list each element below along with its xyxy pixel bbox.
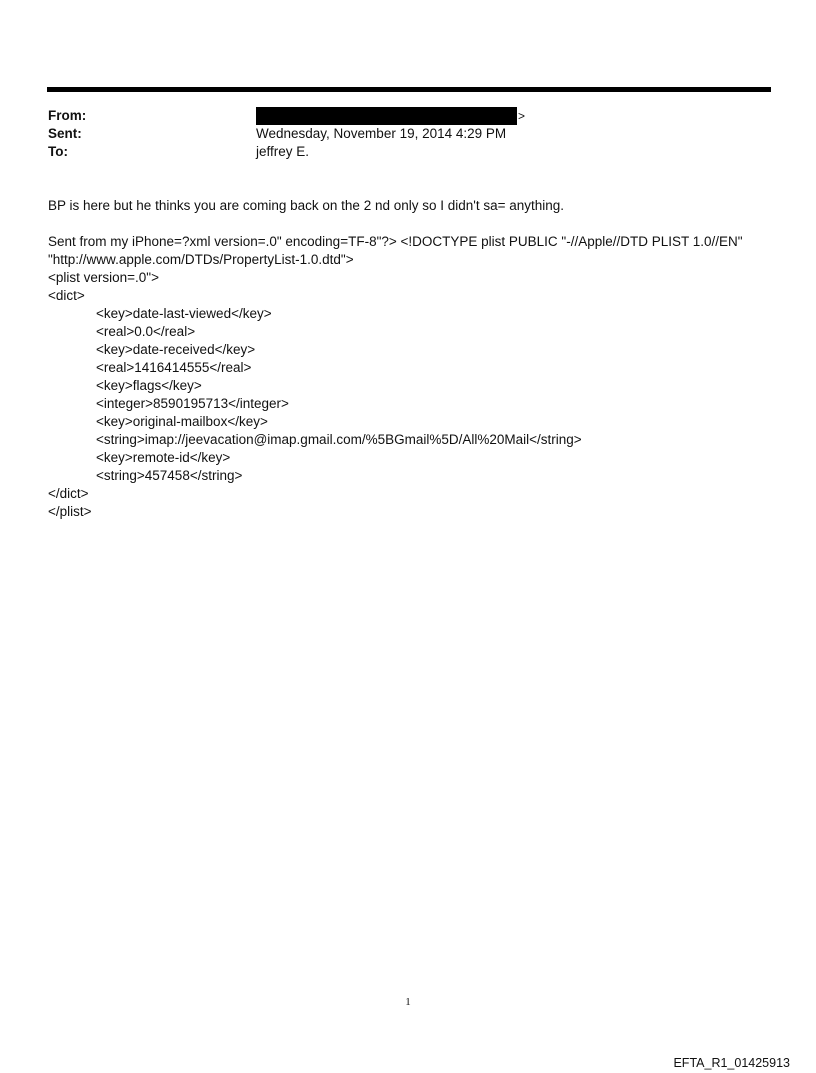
- to-value: jeffrey E.: [256, 144, 310, 159]
- message-text: BP is here but he thinks you are coming back on the 2 nd only so I didn't sa= anything.: [48, 198, 565, 213]
- body-line: <real>1416414555</real>: [96, 360, 252, 375]
- to-row: [48, 143, 748, 161]
- email-header: [48, 107, 748, 161]
- to-label: To:: [48, 144, 68, 159]
- body-line: Sent from my iPhone=?xml version=.0" encoding=TF-8"?> <!DOCTYPE plist PUBLIC "-//Apple//DTD PLIST 1.0//EN": [48, 234, 743, 249]
- body-line: <key>flags</key>: [96, 378, 202, 393]
- sent-label: Sent:: [48, 126, 82, 141]
- page-number: 1: [405, 996, 411, 1008]
- from-label: From:: [48, 108, 87, 123]
- from-suffix: >: [518, 109, 526, 123]
- header-divider: [47, 87, 771, 92]
- body-line: <plist version=.0">: [48, 270, 159, 285]
- body-line: </dict>: [48, 486, 89, 501]
- body-line: <key>original-mailbox</key>: [96, 414, 268, 429]
- document-id: EFTA_R1_01425913: [673, 1056, 790, 1070]
- email-body: [48, 197, 768, 521]
- body-line: <key>remote-id</key>: [96, 450, 231, 465]
- body-line: <integer>8590195713</integer>: [96, 396, 289, 411]
- sent-row: [48, 125, 748, 143]
- body-line: <key>date-last-viewed</key>: [96, 306, 272, 321]
- paragraph-gap: [48, 215, 768, 233]
- body-line: </plist>: [48, 504, 92, 519]
- body-line: <string>457458</string>: [96, 468, 243, 483]
- body-line: <real>0.0</real>: [96, 324, 196, 339]
- sent-value: Wednesday, November 19, 2014 4:29 PM: [256, 126, 507, 141]
- from-value: [256, 107, 525, 125]
- body-line: "http://www.apple.com/DTDs/PropertyList-1.0.dtd">: [48, 252, 354, 267]
- body-line: <dict>: [48, 288, 85, 303]
- body-line: <string>imap://jeevacation@imap.gmail.com/%5BGmail%5D/All%20Mail</string>: [96, 432, 582, 447]
- from-row: [48, 107, 748, 125]
- body-line: <key>date-received</key>: [96, 342, 256, 357]
- redaction-block: [256, 107, 517, 125]
